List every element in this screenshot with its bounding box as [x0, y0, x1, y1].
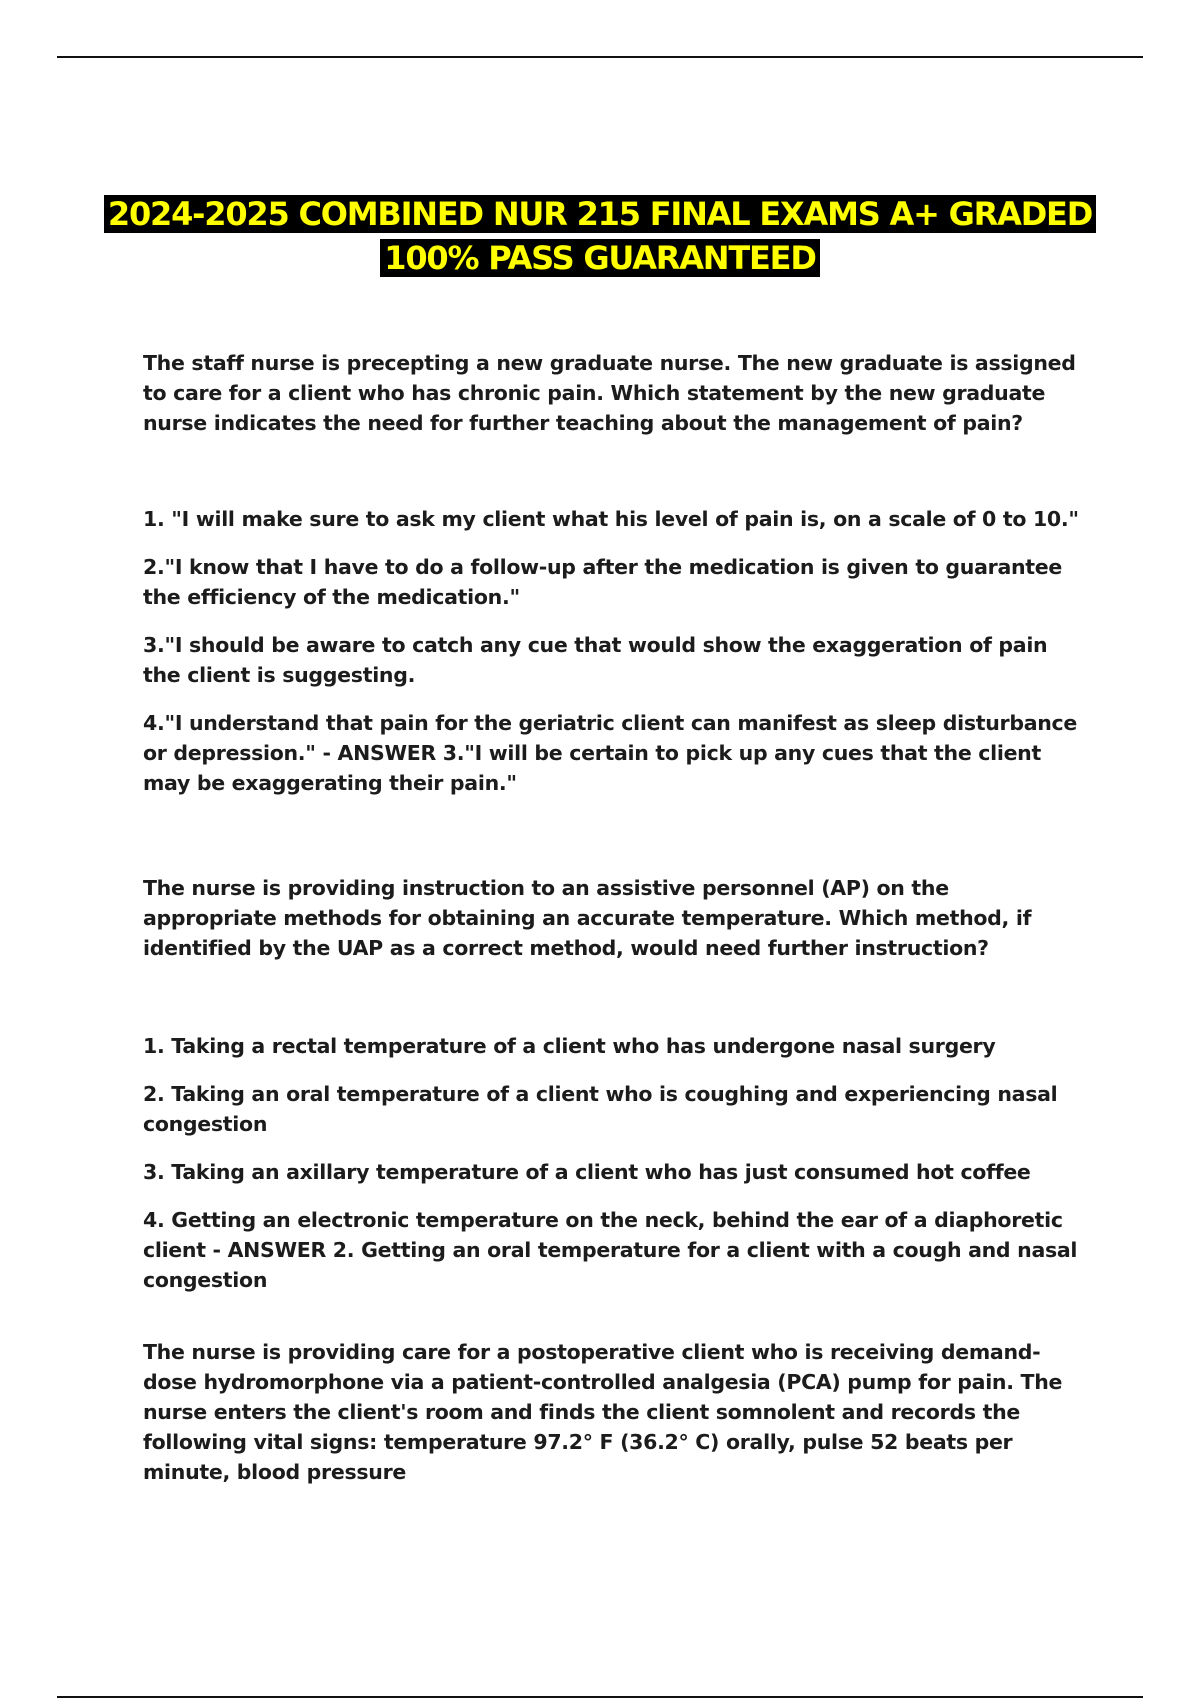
question-2-options [143, 1031, 1088, 1313]
title-line-2: 100% PASS GUARANTEED [380, 239, 819, 277]
question-2-text: The nurse is providing instruction to an assistive personnel (AP) on the appropriate methods for obtaining an accurate temperature. Which method, if identified by the UAP as a correct method, would need further instruction? [143, 876, 1032, 960]
question-1-option-4: 4."I understand that pain for the geriatric client can manifest as sleep disturbance or depression." - ANSWER 3."I will be certain to pick up any cues that the client may be exaggerating their pain." [143, 711, 1078, 795]
document-title [57, 192, 1143, 280]
question-1 [143, 348, 1088, 438]
question-2-option-2: 2. Taking an oral temperature of a client who is coughing and experiencing nasal congestion [143, 1082, 1058, 1136]
top-rule [57, 56, 1143, 58]
question-2-option-3: 3. Taking an axillary temperature of a client who has just consumed hot coffee [143, 1160, 1031, 1184]
bottom-rule [57, 1696, 1143, 1698]
question-1-option-3: 3."I should be aware to catch any cue that would show the exaggeration of pain the client is suggesting. [143, 633, 1048, 687]
title-line-1: 2024-2025 COMBINED NUR 215 FINAL EXAMS A+ GRADED [104, 195, 1096, 233]
question-3-text: The nurse is providing care for a postoperative client who is receiving demand-dose hydromorphone via a patient-controlled analgesia (PCA) pump for pain. The nurse enters the client's room and finds the client somnolent and records the following vital signs: temperature 97.2° F (36.2° C) orally, pulse 52 beats per minute, blood pressure [143, 1340, 1063, 1484]
question-1-option-2: 2."I know that I have to do a follow-up after the medication is given to guarantee the efficiency of the medication." [143, 555, 1062, 609]
question-2-option-4: 4. Getting an electronic temperature on the neck, behind the ear of a diaphoretic client - ANSWER 2. Getting an oral temperature for a client with a cough and nasal congestion [143, 1208, 1078, 1292]
question-1-option-1: 1. "I will make sure to ask my client what his level of pain is, on a scale of 0 to 10." [143, 507, 1079, 531]
question-1-text: The staff nurse is precepting a new graduate nurse. The new graduate is assigned to care for a client who has chronic pain. Which statement by the new graduate nurse indicates the need for further teaching about the management of pain? [143, 351, 1076, 435]
question-1-options [143, 504, 1088, 816]
question-3 [143, 1337, 1088, 1487]
question-2 [143, 873, 1088, 963]
question-2-option-1: 1. Taking a rectal temperature of a client who has undergone nasal surgery [143, 1034, 996, 1058]
